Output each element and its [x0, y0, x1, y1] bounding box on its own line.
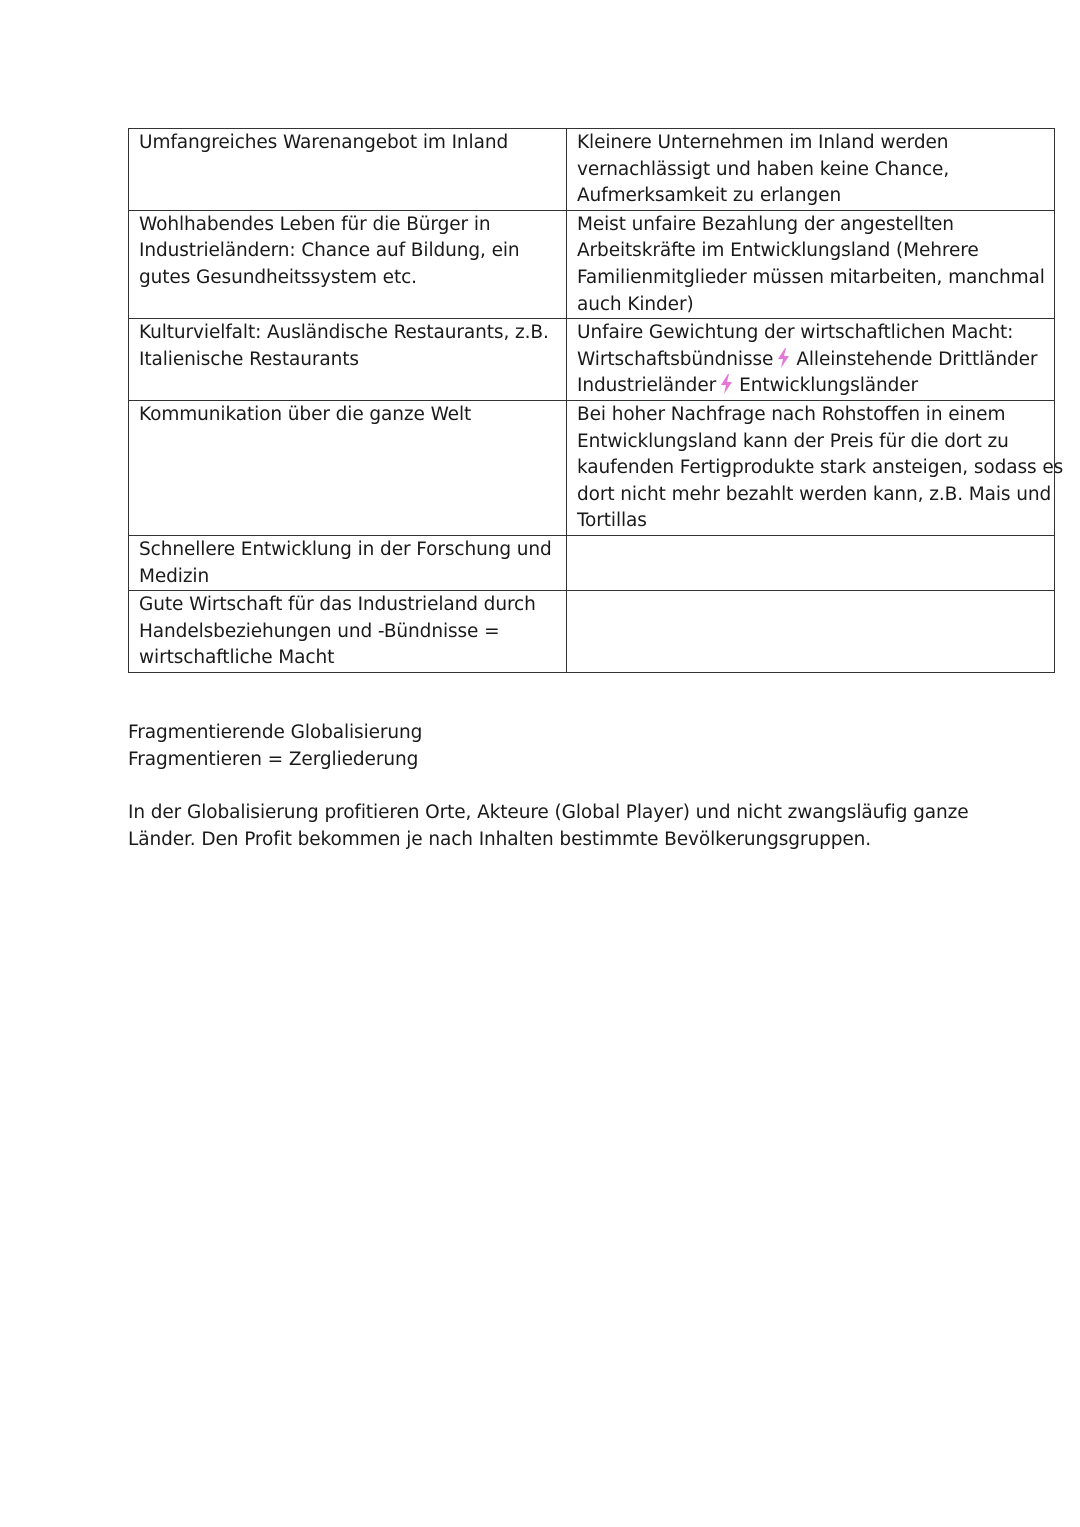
disadvantage-cell: [567, 129, 1055, 211]
disadvantage-text: Arbeitskräfte im Entwicklungsland (Mehrere: [577, 240, 979, 262]
advantage-text: Handelsbeziehungen und -Bündnisse =: [139, 620, 500, 642]
disadvantage-text: Entwicklungsländer: [739, 375, 919, 397]
disadvantage-text: Kleinere Unternehmen im Inland werden: [577, 132, 949, 153]
contrast-line: [577, 347, 1046, 374]
advantage-text: Industrieländern: Chance auf Bildung, ein: [139, 240, 520, 262]
table-row: [129, 591, 1055, 673]
definition-text: Fragmentieren = Zergliederung: [128, 748, 419, 770]
advantage-text: wirtschaftliche Macht: [139, 647, 335, 669]
advantage-cell: [129, 591, 567, 673]
advantage-text: Kommunikation über die ganze Welt: [139, 403, 472, 425]
disadvantage-text: Alleinstehende Drittländer: [796, 348, 1038, 370]
advantage-cell: [129, 129, 567, 211]
table-row: [129, 319, 1055, 401]
advantage-cell: [129, 319, 567, 401]
disadvantage-text: kaufenden Fertigprodukte stark ansteigen, sodass es: [577, 457, 1064, 479]
advantage-cell: [129, 400, 567, 535]
advantage-text: Italienische Restaurants: [139, 348, 359, 370]
disadvantage-text: Unfaire Gewichtung der wirtschaftlichen Macht:: [577, 322, 1014, 344]
disadvantage-text: Entwicklungsland kann der Preis für die dort zu: [577, 430, 1009, 452]
advantage-text: Umfangreiches Warenangebot im Inland: [139, 132, 509, 153]
advantage-text: Medizin: [139, 565, 210, 587]
disadvantage-text: Tortillas: [577, 510, 647, 532]
disadvantage-text: vernachlässigt und haben keine Chance,: [577, 158, 950, 180]
paragraph-line: Länder. Den Profit bekommen je nach Inhalten bestimmte Bevölkerungsgruppen.: [128, 828, 872, 850]
section-heading: Fragmentierende Globalisierung: [128, 722, 423, 743]
advantage-text: Wohlhabendes Leben für die Bürger in: [139, 213, 491, 235]
globalization-pros-cons-table: [128, 128, 1064, 673]
advantage-text: Kulturvielfalt: Ausländische Restaurants, z.B.: [139, 322, 549, 344]
disadvantage-cell: [567, 319, 1055, 401]
advantage-text: Schnellere Entwicklung in der Forschung und: [139, 538, 552, 560]
table-row: [129, 535, 1055, 590]
lightning-bolt-icon: [720, 374, 733, 394]
explanation-paragraph: [128, 800, 969, 853]
disadvantage-text: Aufmerksamkeit zu erlangen: [577, 185, 842, 207]
table-row: [129, 400, 1055, 535]
disadvantage-text: auch Kinder): [577, 293, 694, 315]
table-row: [129, 210, 1055, 318]
disadvantage-text: Industrieländer: [577, 375, 717, 397]
disadvantage-text: Familienmitglieder müssen mitarbeiten, manchmal: [577, 266, 1045, 288]
advantage-cell: [129, 210, 567, 318]
disadvantage-cell: [567, 400, 1064, 535]
disadvantage-text: dort nicht mehr bezahlt werden kann, z.B. Mais und: [577, 483, 1052, 505]
advantage-text: gutes Gesundheitssystem etc.: [139, 266, 417, 288]
disadvantage-text: Bei hoher Nachfrage nach Rohstoffen in einem: [577, 403, 1006, 425]
paragraph-line: In der Globalisierung profitieren Orte, Akteure (Global Player) und nicht zwangsläufig ganze: [128, 802, 969, 823]
advantage-cell: [129, 535, 567, 590]
disadvantage-text: Wirtschaftsbündnisse: [577, 348, 774, 370]
disadvantage-text: Meist unfaire Bezahlung der angestellten: [577, 213, 954, 235]
contrast-line: [577, 373, 1046, 400]
lightning-bolt-icon: [777, 348, 790, 368]
empty-disadvantage-cell: [567, 591, 1055, 673]
advantage-text: Gute Wirtschaft für das Industrieland durch: [139, 594, 536, 616]
fragmentation-section: [128, 720, 422, 773]
table-row: [129, 129, 1055, 211]
disadvantage-cell: [567, 210, 1055, 318]
empty-disadvantage-cell: [567, 535, 1055, 590]
